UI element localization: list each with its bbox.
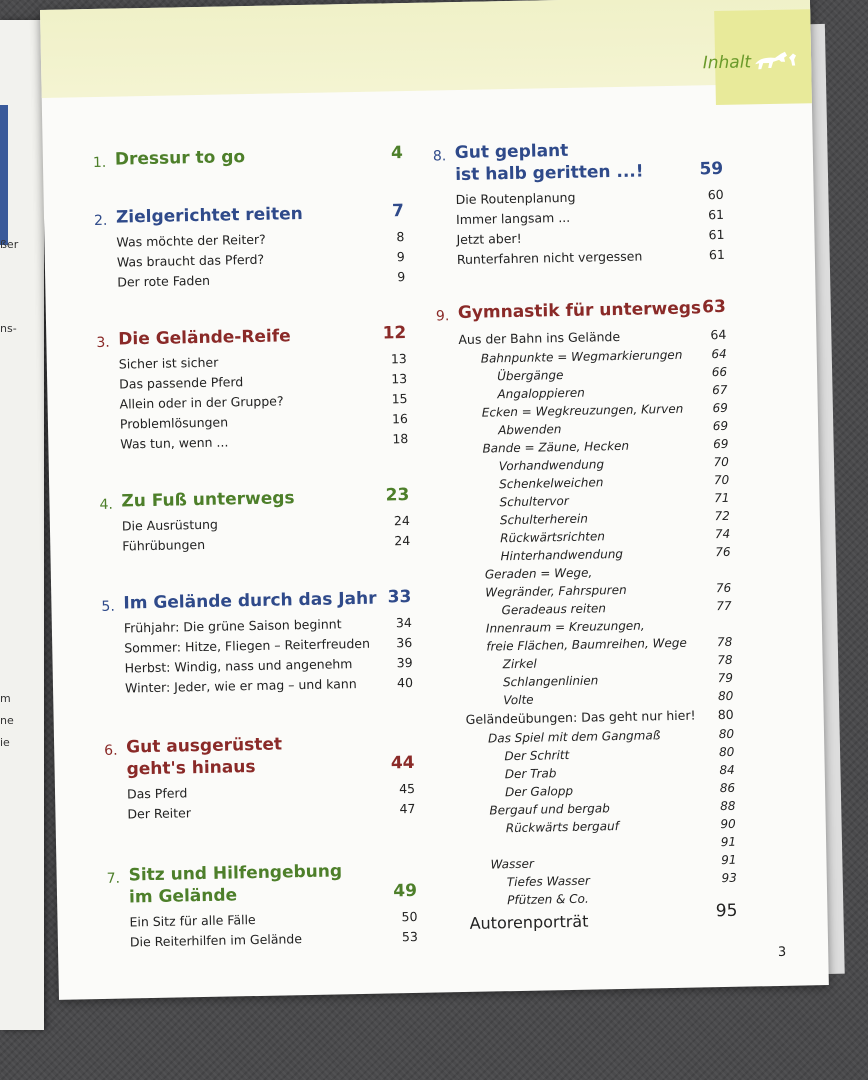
chapter-heading [93,143,403,171]
entry-page: 80 [718,744,735,760]
entry-page: 47 [399,800,416,817]
chapter-page: 49 [393,880,418,902]
entry-page: 91 [720,834,737,850]
entry-label: Das passende Pferd [119,374,244,392]
entry-label: Der Trab [504,766,557,782]
entry-page: 69 [712,400,728,416]
entry-page: 80 [717,688,734,704]
chapter-2 [94,201,406,293]
left-fragment: ns- [0,322,17,335]
chapter-heading [436,297,726,325]
entry-label: Sommer: Hitze, Fliegen – Reiterfreuden [124,635,371,656]
entry-page: 34 [395,614,412,631]
chapter-title: Sitz und Hilfengebung [128,861,343,886]
chapter-page: 7 [391,201,405,222]
chapter-page: 23 [385,485,410,506]
header-title: Inhalt [702,52,752,74]
header-band [40,0,812,98]
chapter-title: Die Gelände-Reife [118,326,291,350]
entry-page: 91 [721,852,737,868]
entry-label: Rückwärtsrichten [500,529,606,546]
chapter-title: Zielgerichtet reiten [115,203,303,228]
toc-entry [117,267,405,293]
entry-label: Schultervor [499,493,569,510]
author-page: 95 [715,900,738,922]
entry-page: 39 [396,654,413,671]
entry-label: Geradeaus reiten [501,601,607,618]
entry-label: Geraden = Wege, [484,565,593,582]
entry-label: Herbst: Windig, nass und angenehm [124,656,353,676]
entry-label: Abwenden [498,422,562,438]
chapter-page: 33 [387,586,412,608]
left-page-blue-edge [0,105,8,245]
entry-label: Wegränder, Fahrspuren [485,582,627,600]
author-entry [469,900,738,933]
entry-label: Der Galopp [504,783,574,800]
entry-page: 18 [392,431,409,447]
entry-label: Was braucht das Pferd? [116,251,265,270]
entry-label: Der rote Faden [117,272,211,290]
left-page-edge [0,20,44,1030]
chapter-heading [101,587,411,615]
entry-page: 69 [712,418,729,434]
entry-page: 76 [715,544,731,560]
entry-page: 70 [713,472,730,488]
chapter-5 [101,587,413,699]
entry-page: 61 [708,206,725,223]
entry-page: 90 [720,816,736,832]
chapter-6 [104,731,416,825]
entry-page: 77 [716,598,732,614]
entry-label: Volte [503,692,534,708]
entry-page: 79 [717,670,734,686]
entry-page: 15 [391,391,408,407]
entry-page: 74 [714,526,731,542]
entry-page: 86 [719,780,736,796]
entry-page: 60 [707,186,724,203]
entry-label: Das Spiel mit dem Gangmaß [487,728,661,746]
entry-label: Was tun, wenn ... [120,434,229,452]
chapter-heading [96,323,406,351]
entry-page: 64 [711,346,727,362]
toc-entry [127,799,415,825]
chapter-page: 59 [699,158,724,180]
entry-label: Was möchte der Reiter? [116,231,266,250]
chapter-heading [104,731,415,781]
entry-page: 64 [710,326,727,343]
entry-page: 53 [401,928,418,945]
entry-label: Immer langsam ... [455,209,571,228]
entry-label: Runterfahren nicht vergessen [456,248,643,268]
entry-label: Winter: Jeder, wie er mag – und kann [124,676,357,696]
left-fragment: ne [0,714,14,727]
page-number: 3 [777,944,787,961]
left-fragment: ßer [0,238,19,251]
chapter-8 [433,137,725,271]
entry-label: freie Flächen, Baumreihen, Wege [486,635,687,654]
entry-page: 78 [717,652,733,668]
horse-icon [751,47,799,74]
entry-label: Pfützen & Co. [507,891,589,908]
chapter-page: 4 [390,143,404,164]
entry-label: Vorhandwendung [498,457,605,474]
author-title: Autorenporträt [469,911,589,933]
entry-label: Schlangenlinien [502,673,599,690]
chapter-heading [106,859,417,909]
entry-label: Frühjahr: Die grüne Saison beginnt [123,616,342,636]
chapter-title: Gut ausgerüstet [125,734,283,758]
entry-label: Übergänge [496,368,564,384]
chapter-page: 12 [382,323,407,344]
entry-label: Aus der Bahn ins Gelände [458,328,621,348]
entry-page: 70 [713,454,729,470]
entry-page: 9 [397,269,406,285]
entry-page: 72 [714,508,730,524]
entry-page: 9 [396,249,405,265]
chapter-page: 63 [701,296,727,318]
entry-page: 40 [396,674,414,691]
chapter-title-line2: geht's hinaus [126,757,256,780]
chapter-heading [94,201,404,229]
entry-label: Bande = Zäune, Hecken [482,438,630,456]
entry-page: 71 [714,490,730,506]
chapter-page: 44 [390,752,415,774]
toc-entry [125,673,413,699]
entry-page: 45 [398,780,416,797]
chapter-number: 8. [432,148,447,165]
chapter-number: 4. [99,496,114,513]
chapter-number: 7. [106,870,121,887]
entry-page: 61 [708,246,725,263]
entry-page: 69 [713,436,729,452]
entry-label: Innenraum = Kreuzungen, [485,618,645,636]
entry-page: 88 [719,798,736,814]
entry-label: Führübungen [122,536,206,554]
chapter-7 [106,859,418,953]
chapter-heading [433,137,724,187]
entry-label: Der Reiter [127,805,192,822]
entry-page: 61 [708,226,725,243]
left-fragment: m [0,692,11,705]
chapter-title: Im Gelände durch das Jahr [123,588,377,614]
entry-label: Die Routenplanung [455,189,576,208]
chapter-title-line2: ist halb geritten ...! [455,161,644,186]
chapter-number: 3. [96,334,110,351]
chapter-title: Gymnastik für unterwegs [457,298,702,324]
entry-page: 66 [711,364,728,380]
entry-page: 50 [401,908,418,925]
entry-page: 24 [393,512,411,529]
toc-entry [122,531,410,557]
entry-page: 80 [717,706,734,723]
entry-page: 16 [391,411,409,427]
chapter-number: 6. [104,742,118,759]
entry-label: Schulterherein [499,511,589,528]
chapter-9 [436,297,738,910]
entry-page: 67 [712,382,728,398]
entry-label: Hinterhandwendung [500,546,624,564]
chapter-title-line2: im Gelände [128,885,238,908]
entry-page: 78 [716,634,733,650]
entry-label: Jetzt aber! [456,230,522,248]
chapter-number: 9. [435,308,450,325]
entry-label: Problemlösungen [119,414,229,432]
chapter-heading [99,485,409,513]
chapter-number: 1. [92,154,107,172]
entry-label: Die Ausrüstung [121,516,219,534]
chapter-3 [96,323,408,455]
toc-entry [130,927,418,953]
entry-label: Bahnpunkte = Wegmarkierungen [480,347,683,366]
chapter-title: Dressur to go [114,147,246,170]
entry-page: 36 [396,634,413,651]
entry-label: Sicher ist sicher [118,354,219,372]
chapter-number: 5. [101,598,115,615]
entry-label: Das Pferd [126,785,188,802]
entry-label: Tiefes Wasser [506,873,591,890]
chapter-title: Zu Fuß unterwegs [121,488,295,512]
toc-entry [469,887,737,910]
toc-page [40,0,829,1000]
entry-page: 93 [721,870,737,886]
entry-label: Angaloppieren [497,385,585,402]
entry-label: Bergauf und bergab [489,801,610,818]
entry-label: Ein Sitz für alle Fälle [129,912,256,930]
entry-label: Wasser [490,856,535,872]
entry-page: 13 [391,371,408,387]
entry-label: Allein oder in der Gruppe? [119,393,284,412]
entry-label: Schenkelweichen [499,475,604,492]
toc-entry [120,429,408,455]
chapter-title: Gut geplant [454,140,569,164]
entry-label: Der Schritt [504,747,570,764]
entry-label: Geländeübungen: Das geht nur hier! [465,707,696,727]
entry-label: Die Reiterhilfen im Gelände [129,931,303,950]
chapter-number: 2. [93,212,108,229]
entry-page: 24 [394,532,411,549]
entry-page: 76 [715,580,732,596]
entry-label: Zirkel [502,656,537,672]
chapter-4 [99,485,410,557]
left-fragment: ie [0,736,10,749]
entry-page: 13 [390,351,407,367]
chapter-1 [93,143,403,171]
entry-label: Rückwärts bergauf [505,819,620,836]
entry-label: Ecken = Wegkreuzungen, Kurven [481,401,684,420]
entry-page: 80 [718,726,735,742]
entry-page: 8 [396,229,405,245]
entry-page: 84 [719,762,735,778]
toc-entry [457,245,725,270]
